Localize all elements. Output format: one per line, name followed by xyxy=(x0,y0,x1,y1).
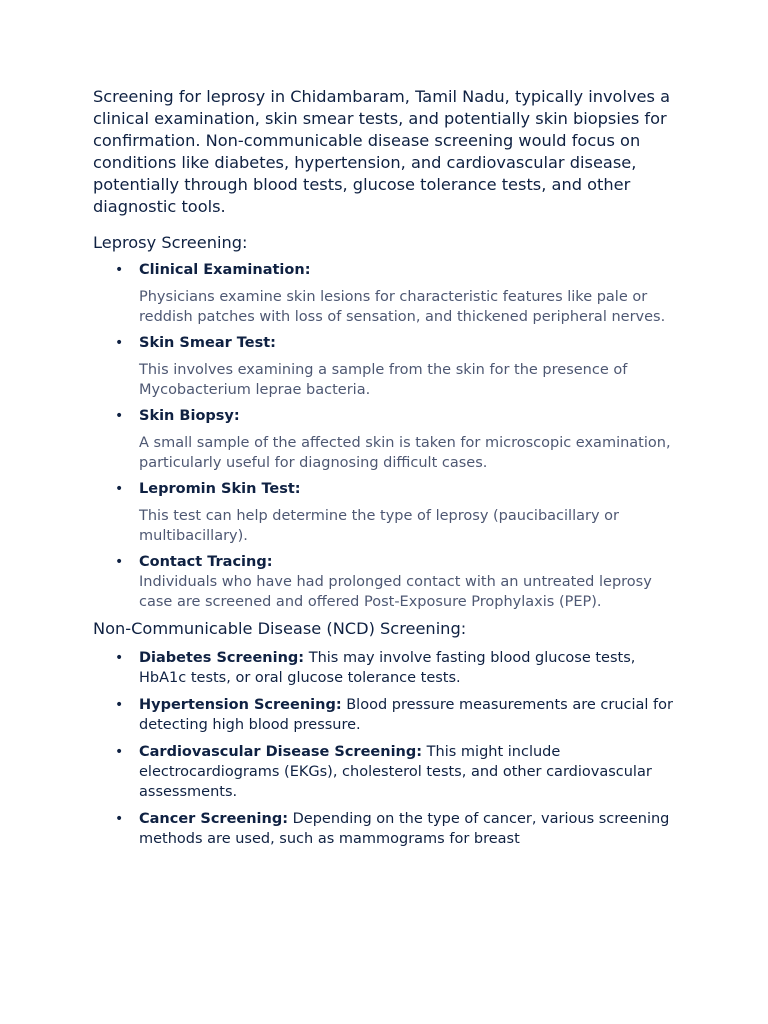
item-description: A small sample of the affected skin is taken for microscopic examination, particularly useful for diagnosing difficult cases. xyxy=(139,435,671,471)
item-title: Cancer Screening: xyxy=(139,811,289,827)
list-item xyxy=(139,648,683,688)
item-text: This may involve fasting blood glucose tests, HbA1c tests, or oral glucose tolerance tests. xyxy=(139,650,636,686)
item-description: This test can help determine the type of leprosy (paucibacillary or multibacillary). xyxy=(139,508,619,544)
leprosy-heading: Leprosy Screening: xyxy=(93,233,248,252)
item-description: Physicians examine skin lesions for characteristic features like pale or reddish patches with loss of sensation, and thickened peripheral nerves. xyxy=(139,289,666,325)
item-title: Hypertension Screening: xyxy=(139,697,342,713)
leprosy-list xyxy=(93,260,683,612)
item-description: This involves examining a sample from the skin for the presence of Mycobacterium leprae bacteria. xyxy=(139,362,628,398)
item-title: Cardiovascular Disease Screening: xyxy=(139,744,423,760)
item-description: Individuals who have had prolonged contact with an untreated leprosy case are screened and offered Post-Exposure Prophylaxis (PEP). xyxy=(139,574,652,610)
ncd-heading: Non-Communicable Disease (NCD) Screening: xyxy=(93,619,467,638)
list-item xyxy=(139,695,683,735)
intro-paragraph: Screening for leprosy in Chidambaram, Tamil Nadu, typically involves a clinical examination, skin smear tests, and potentially skin biopsies for confirmation. Non-communicable disease screening would focus on conditions like diabetes, hypertension, and cardiovascular disease, potentially through blood tests, glucose tolerance tests, and other diagnostic tools. xyxy=(93,87,670,216)
list-item xyxy=(139,809,683,849)
ncd-list xyxy=(93,648,683,849)
item-text: Depending on the type of cancer, various screening methods are used, such as mammograms for breast xyxy=(139,811,670,847)
list-item xyxy=(139,479,683,546)
item-text: This might include electrocardiograms (EKGs), cholesterol tests, and other cardiovascular assessments. xyxy=(139,744,652,800)
list-item xyxy=(139,742,683,802)
document-page xyxy=(93,86,683,856)
item-title: • Skin Smear Test: xyxy=(139,335,276,351)
item-text: Blood pressure measurements are crucial for detecting high blood pressure. xyxy=(139,697,673,733)
item-title: • Skin Biopsy: xyxy=(139,408,240,424)
item-title: • Lepromin Skin Test: xyxy=(139,481,301,497)
item-title: • Contact Tracing: xyxy=(139,554,273,570)
list-item xyxy=(139,552,683,612)
item-title: • Clinical Examination: xyxy=(139,262,311,278)
list-item xyxy=(139,406,683,473)
list-item xyxy=(139,260,683,327)
item-title: Diabetes Screening: xyxy=(139,650,305,666)
list-item xyxy=(139,333,683,400)
